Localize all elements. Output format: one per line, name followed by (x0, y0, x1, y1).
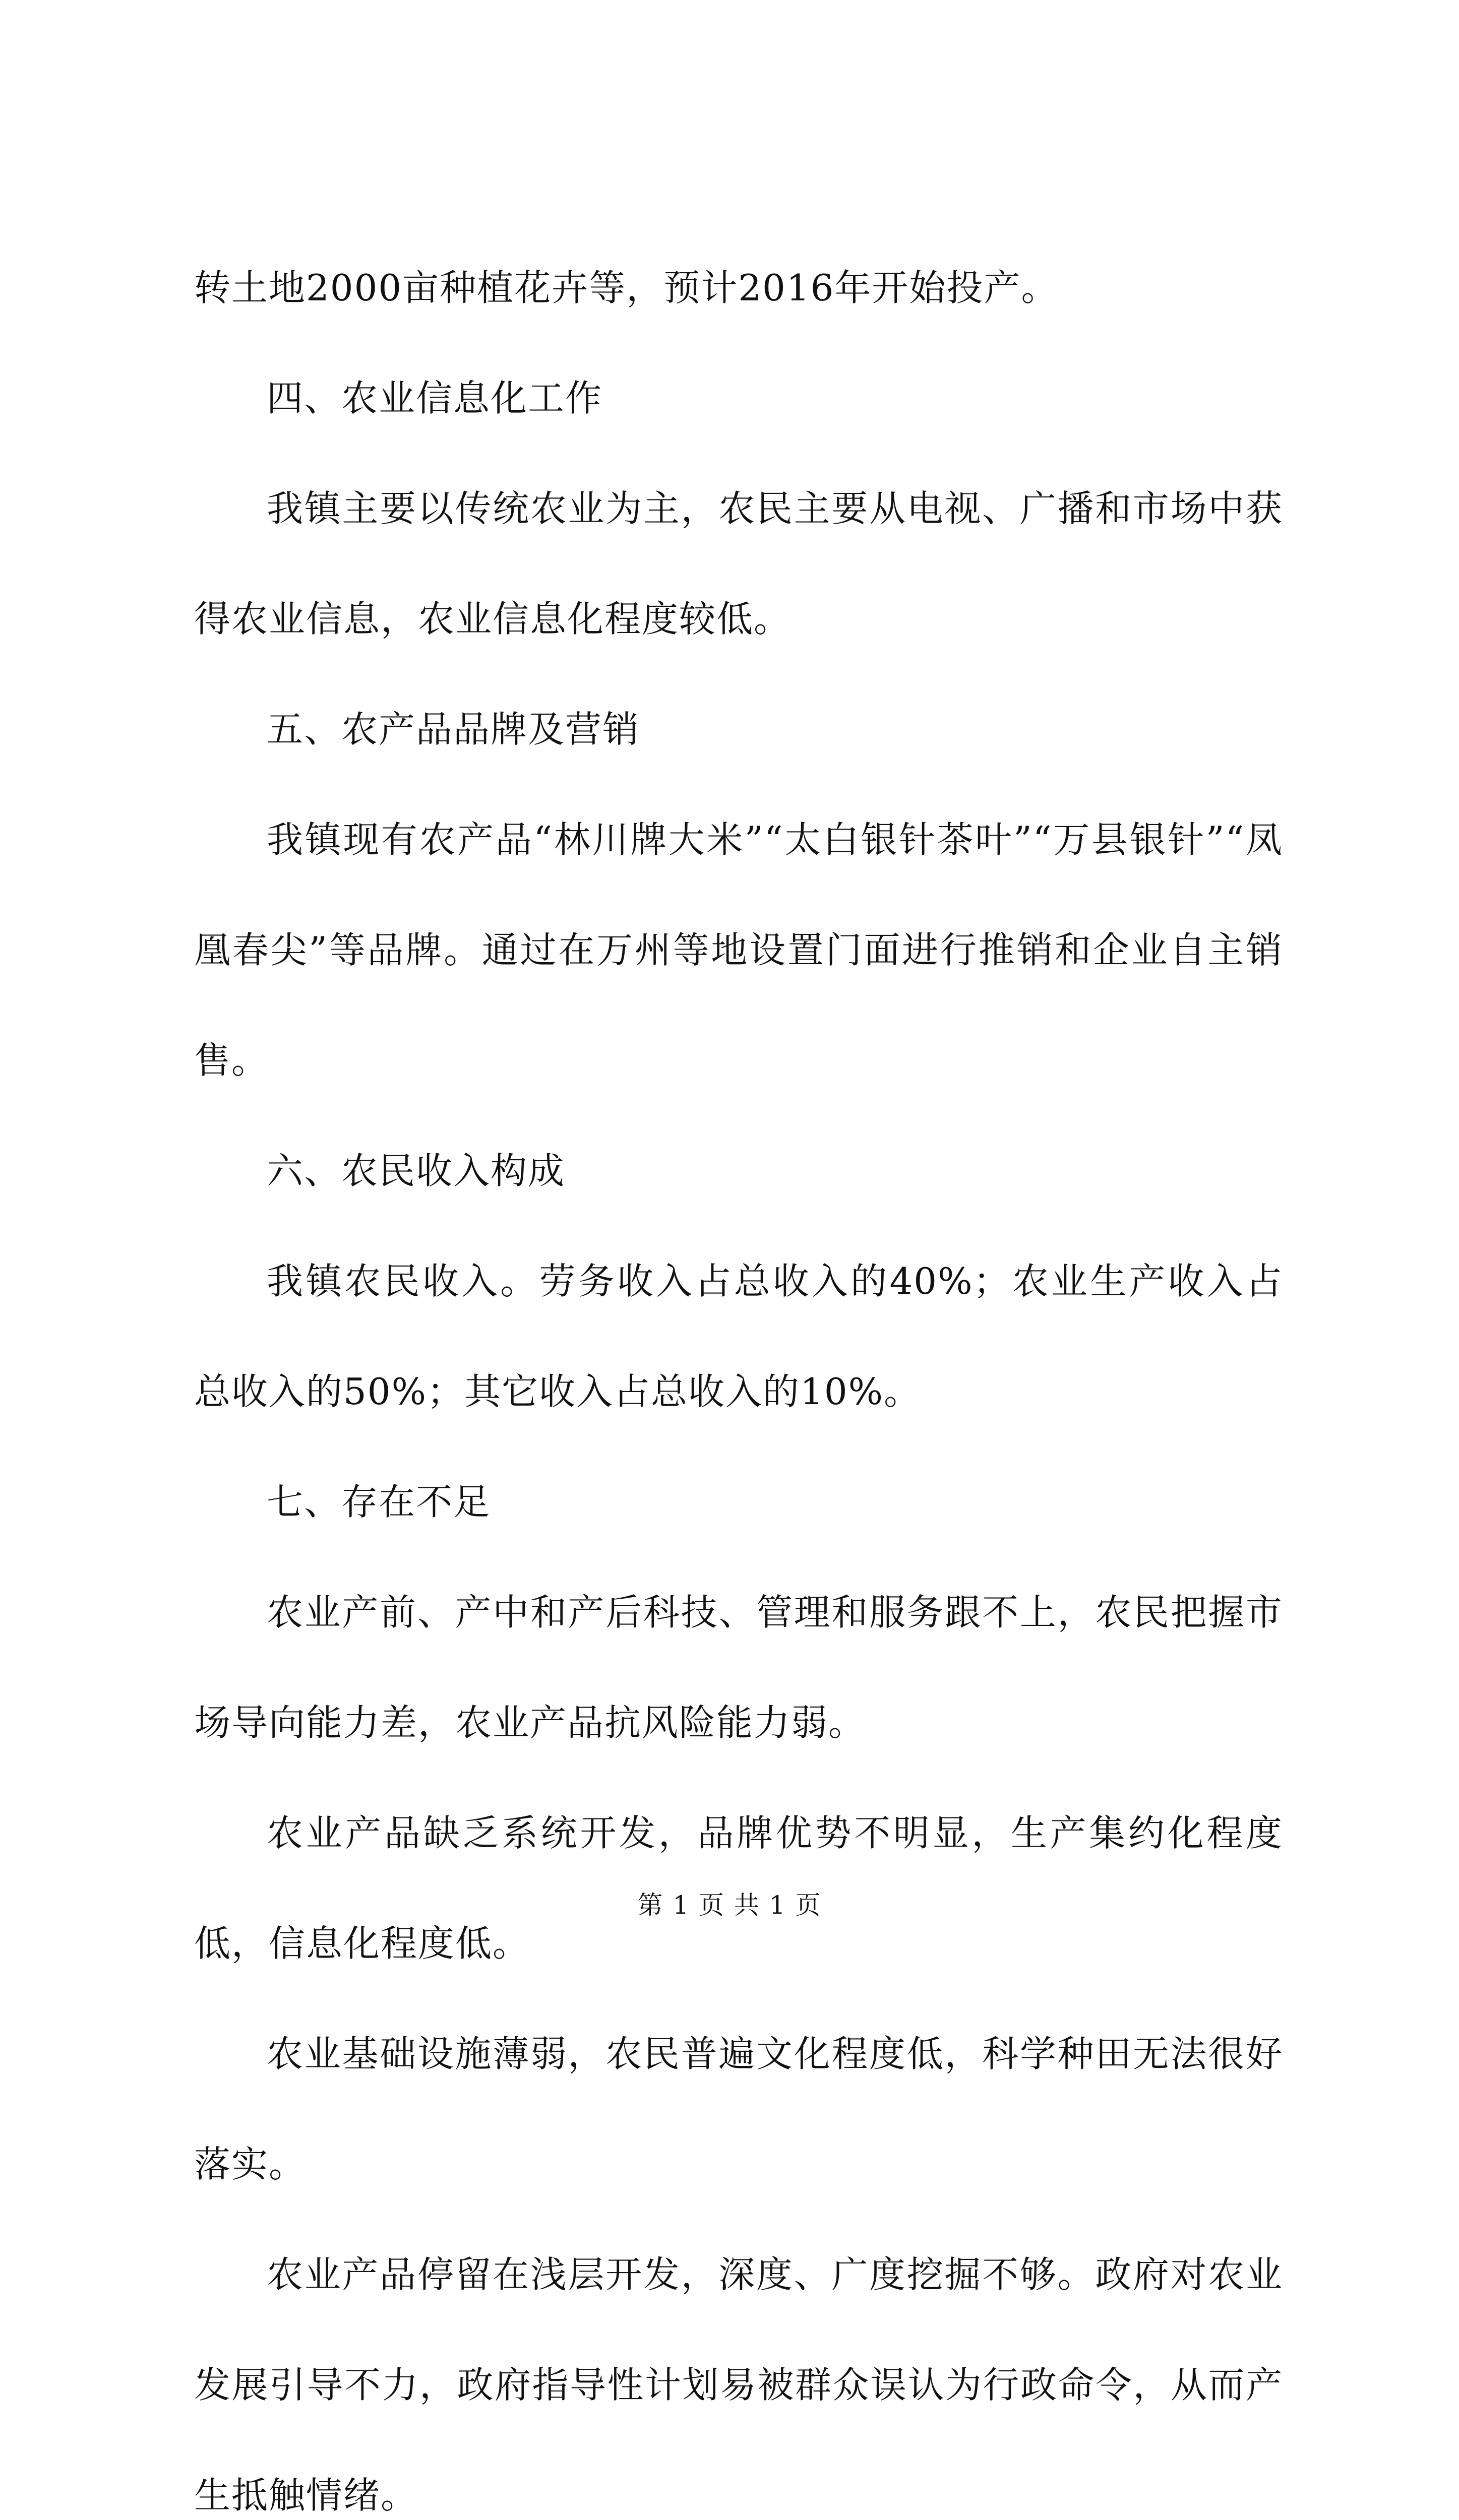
paragraph-shortcoming-4: 农业产品停留在浅层开发，深度、广度挖掘不够。政府对农业发展引导不力，政府指导性计划易被群众误认为行政命令，从而产生抵触情绪。 (194, 2253, 1283, 2516)
document-body (194, 233, 1283, 2520)
section-heading-5: 五、农产品品牌及营销 (267, 708, 640, 750)
section-heading-4: 四、农业信息化工作 (267, 377, 603, 419)
section-heading-7: 七、存在不足 (267, 1481, 491, 1523)
page-footer (0, 1885, 1459, 1925)
paragraph-informatization: 我镇主要以传统农业为主，农民主要从电视、广播和市场中获得农业信息，农业信息化程度较低。 (194, 487, 1283, 640)
paragraph-shortcoming-2: 农业产品缺乏系统开发，品牌优势不明显，生产集约化程度低，信息化程度低。 (194, 1812, 1283, 1965)
page-number-label: 第 1 页 共 1 页 (637, 1891, 822, 1920)
section-heading-6: 六、农民收入构成 (267, 1150, 566, 1192)
paragraph-income-composition: 我镇农民收入。劳务收入占总收入的40%；农业生产收入占总收入的50%；其它收入占总收入的10%。 (194, 1260, 1283, 1413)
paragraph-shortcoming-3: 农业基础设施薄弱，农民普遍文化程度低，科学种田无法很好落实。 (194, 2033, 1283, 2185)
paragraph-continuation: 转土地2000亩种植花卉等，预计2016年开始投产。 (194, 267, 1059, 309)
paragraph-brands-marketing: 我镇现有农产品“林川牌大米”“太白银针茶叶”“万县银针”“凤凰春尖”等品牌。通过在万州等地设置门面进行推销和企业自主销售。 (194, 818, 1283, 1082)
paragraph-shortcoming-1: 农业产前、产中和产后科技、管理和服务跟不上，农民把握市场导向能力差，农业产品抗风险能力弱。 (194, 1591, 1283, 1744)
